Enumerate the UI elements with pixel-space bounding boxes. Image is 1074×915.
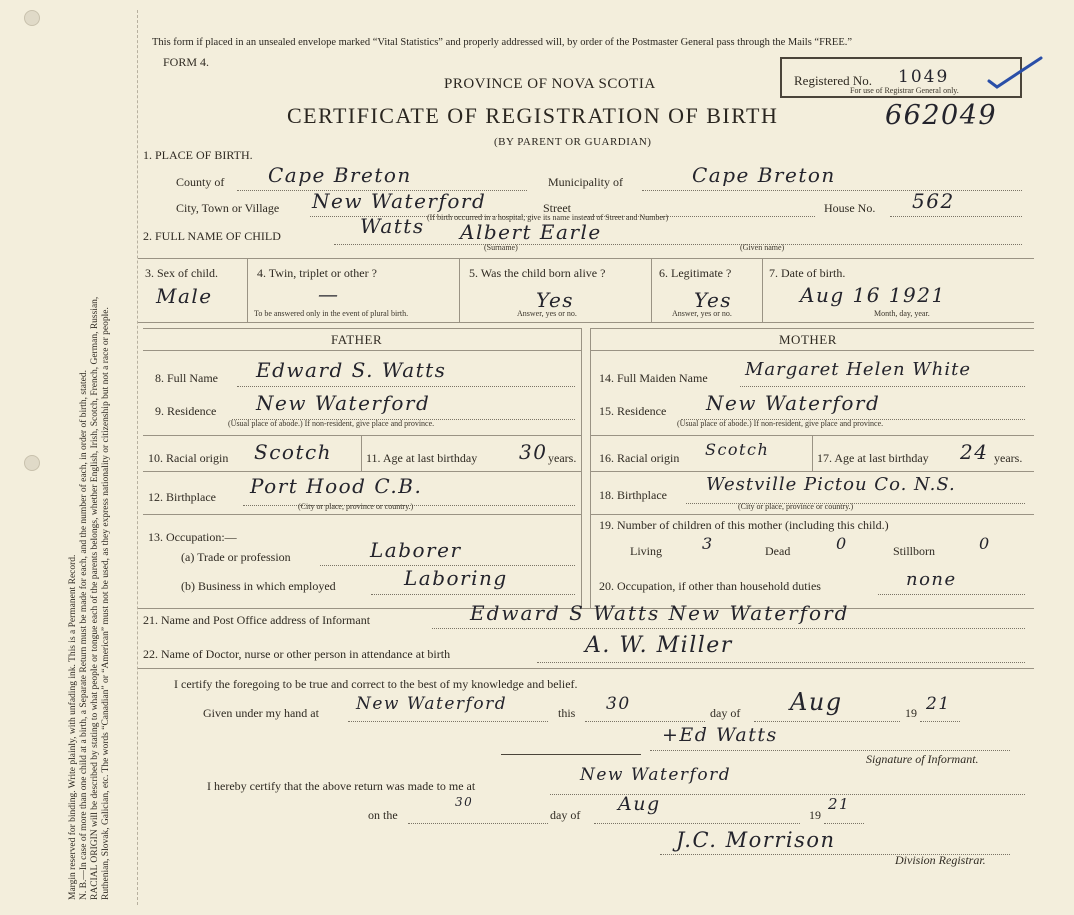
mother-birthplace-value: Westville Pictou Co. N.S.	[706, 474, 956, 495]
certify-year-value: 21	[926, 694, 951, 714]
binder-hole	[24, 455, 40, 471]
certificate-number: 662049	[885, 100, 998, 131]
legitimate-label: 6. Legitimate ?	[659, 266, 732, 280]
registrar-place-value: New Waterford	[580, 765, 732, 785]
informant-label: 21. Name and Post Office address of Informant	[143, 613, 371, 627]
registrar-signature-label: Division Registrar.	[895, 853, 986, 867]
mother-occupation-value: none	[906, 569, 957, 590]
mailing-notice: This form if placed in an unsealed envelope marked “Vital Statistics” and properly addressed will, by order of the Postmaster General pass through the Mails “FREE.”	[152, 37, 853, 48]
registered-note: For use of Registrar General only.	[850, 86, 959, 95]
twin-label: 4. Twin, triplet or other ?	[257, 266, 377, 280]
margin-note-1: Margin reserved for binding. Write plainly, with unfading ink. This is a Permanent Record.	[68, 554, 78, 900]
father-birthplace-note: (City or place, province or country.)	[298, 502, 414, 511]
mother-residence-note: (Usual place of abode.) If non-resident, give place and province.	[677, 419, 884, 428]
registrar-day-value: 30	[455, 795, 474, 809]
certify-month-value: Aug	[790, 688, 843, 716]
sex-label: 3. Sex of child.	[145, 266, 218, 280]
registrar-year-prefix: 19	[809, 808, 821, 822]
certify-statement: I certify the foregoing to be true and correct to the best of my knowledge and belief.	[174, 677, 578, 691]
municipality-label: Municipality of	[548, 175, 623, 189]
registered-number: 1049	[898, 67, 950, 87]
on-the-label: on the	[368, 808, 398, 822]
dob-label: 7. Date of birth.	[769, 266, 846, 280]
house-number-label: House No.	[824, 201, 876, 215]
doctor-label: 22. Name of Doctor, nurse or other person in attendance at birth	[143, 647, 451, 661]
dob-note: Month, day, year.	[874, 309, 930, 318]
page-subtitle: (BY PARENT OR GUARDIAN)	[494, 136, 652, 148]
mother-residence-value: New Waterford	[706, 391, 881, 415]
county-value: Cape Breton	[268, 163, 412, 187]
born-alive-value: Yes	[536, 288, 575, 312]
margin-divider	[137, 10, 138, 905]
mother-age-label: 17. Age at last birthday	[817, 451, 929, 465]
legitimate-note: Answer, yes or no.	[672, 309, 732, 318]
registrar-statement: I hereby certify that the above return was made to me at	[207, 779, 476, 793]
mother-racial-value: Scotch	[705, 440, 770, 459]
legitimate-value: Yes	[694, 288, 733, 312]
registered-label: Registered No.	[794, 73, 872, 88]
father-occupation-label: 13. Occupation:—	[148, 530, 237, 544]
mother-years-label: years.	[994, 451, 1023, 465]
city-value: New Waterford	[312, 189, 487, 213]
city-label: City, Town or Village	[176, 201, 280, 215]
mother-occupation-label: 20. Occupation, if other than household duties	[599, 579, 821, 593]
mother-name-value: Margaret Helen White	[745, 359, 972, 380]
child-name-label: 2. FULL NAME OF CHILD	[143, 229, 281, 243]
father-name-value: Edward S. Watts	[256, 358, 447, 382]
given-under-hand-label: Given under my hand at	[203, 706, 319, 720]
living-label: Living	[630, 544, 662, 558]
margin-note-3: RACIAL ORIGIN will be described by stating to what people or tongue each of the parents belongs, whether English, Irish, Scotch, French, German, Russian,	[90, 296, 100, 900]
father-racial-label: 10. Racial origin	[148, 451, 229, 465]
house-number-value: 562	[912, 189, 955, 213]
born-alive-label: 5. Was the child born alive ?	[469, 266, 606, 280]
place-of-birth-heading: 1. PLACE OF BIRTH.	[143, 148, 253, 162]
father-years-label: years.	[548, 451, 577, 465]
father-age-label: 11. Age at last birthday	[366, 451, 478, 465]
this-label: this	[558, 706, 576, 720]
father-residence-value: New Waterford	[256, 391, 431, 415]
informant-signature: +Ed Watts	[662, 724, 778, 746]
father-birthplace-value: Port Hood C.B.	[250, 474, 423, 498]
dead-value: 0	[836, 534, 848, 553]
informant-signature-label: Signature of Informant.	[866, 752, 979, 766]
hospital-note: (If birth occurred in a hospital, give its name instead of Street and Number)	[427, 213, 669, 222]
registrar-signature: J.C. Morrison	[676, 828, 836, 852]
trade-value: Laborer	[370, 538, 462, 562]
twin-note: To be answered only in the event of plural birth.	[254, 309, 409, 318]
mother-racial-label: 16. Racial origin	[599, 451, 680, 465]
certify-day-value: 30	[606, 694, 631, 714]
surname-note: (Surname)	[484, 243, 518, 252]
binder-hole	[24, 10, 40, 26]
margin-note-2: N. B.—In case of more than one child at a birth, a Separate Return must be made for each, and the number of each, in order of birth, stated.	[79, 370, 89, 900]
registrar-month-value: Aug	[618, 793, 661, 815]
binding-margin	[0, 0, 138, 915]
page-title: CERTIFICATE OF REGISTRATION OF BIRTH	[287, 103, 779, 128]
business-label: (b) Business in which employed	[181, 579, 336, 593]
mother-residence-label: 15. Residence	[599, 404, 667, 418]
certify-place-value: New Waterford	[356, 694, 508, 714]
informant-value: Edward S Watts New Waterford	[470, 601, 850, 625]
form-number: FORM 4.	[163, 55, 210, 69]
stillborn-value: 0	[979, 534, 991, 553]
mother-birthplace-note: (City or place, province or country.)	[738, 502, 854, 511]
business-value: Laboring	[404, 566, 508, 590]
trade-label: (a) Trade or profession	[181, 550, 291, 564]
doctor-value: A. W. Miller	[585, 633, 733, 658]
given-name-note: (Given name)	[740, 243, 785, 252]
mother-name-label: 14. Full Maiden Name	[599, 371, 708, 385]
dead-label: Dead	[765, 544, 791, 558]
sex-value: Male	[156, 284, 213, 308]
dob-value: Aug 16 1921	[800, 283, 946, 307]
father-age-value: 30	[519, 440, 548, 464]
child-given-name-value: Albert Earle	[460, 220, 602, 244]
margin-note-4: Ruthenian, Slovak, Galician, etc. The words “Canadian” or “American” must not be used, as they express nationality or citizenship but not a race or people.	[101, 307, 111, 900]
mother-birthplace-label: 18. Birthplace	[599, 488, 667, 502]
mother-heading: MOTHER	[779, 332, 837, 347]
checkmark-icon	[985, 55, 1045, 91]
county-label: County of	[176, 175, 225, 189]
certify-year-prefix: 19	[905, 706, 917, 720]
born-alive-note: Answer, yes or no.	[517, 309, 577, 318]
province-heading: PROVINCE OF NOVA SCOTIA	[444, 76, 656, 92]
father-racial-value: Scotch	[254, 440, 333, 464]
registrar-year-value: 21	[828, 795, 851, 813]
twin-value: —	[318, 282, 340, 306]
living-value: 3	[702, 534, 714, 553]
child-surname-value: Watts	[360, 214, 425, 238]
certify-day-of-label: day of	[710, 706, 741, 720]
municipality-value: Cape Breton	[692, 163, 836, 187]
registrar-day-of-label: day of	[550, 808, 581, 822]
father-name-label: 8. Full Name	[155, 371, 218, 385]
mother-age-value: 24	[960, 440, 989, 464]
father-residence-note: (Usual place of abode.) If non-resident, give place and province.	[228, 419, 435, 428]
street-label: Street	[543, 201, 571, 215]
children-count-label: 19. Number of children of this mother (including this child.)	[599, 518, 889, 532]
stillborn-label: Stillborn	[893, 544, 936, 558]
father-residence-label: 9. Residence	[155, 404, 217, 418]
father-birthplace-label: 12. Birthplace	[148, 490, 216, 504]
father-heading: FATHER	[331, 332, 383, 347]
